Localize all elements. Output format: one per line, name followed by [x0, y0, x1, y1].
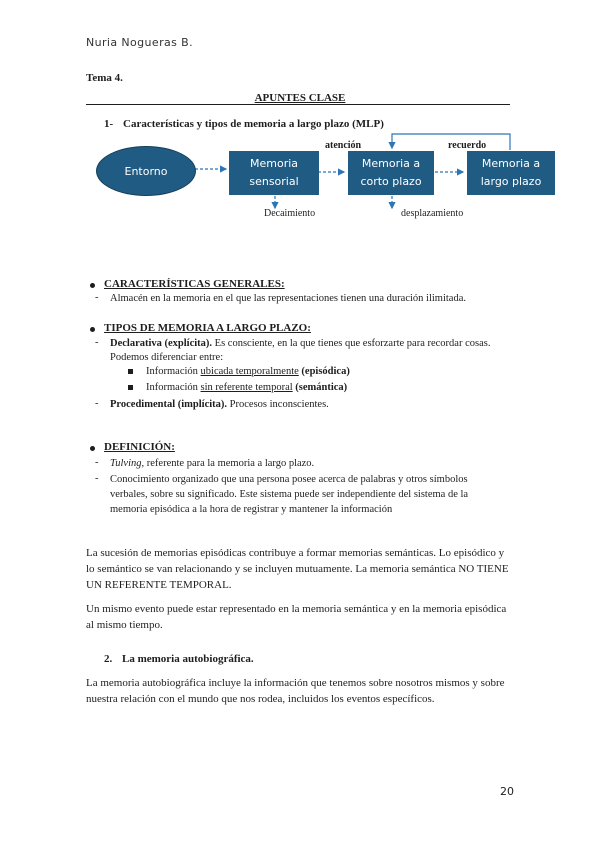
corto-label-2: corto plazo [360, 175, 422, 188]
generales-item: Almacén en la memoria en el que las representaciones tienen una duración ilimitada. [110, 293, 466, 304]
dash-marker: - [95, 457, 99, 468]
entorno-node [96, 146, 196, 196]
author-name: Nuria Nogueras B. [86, 36, 194, 49]
label-desplazamiento: desplazamiento [401, 208, 464, 219]
corto-plazo-node [348, 151, 434, 195]
section1-title: Características y tipos de memoria a largo plazo (MLP) [123, 118, 384, 130]
definicion-item2-line2: verbales, sobre su significado. Este sistema puede ser independiente del sistema de la [110, 489, 469, 500]
label-atencion: atención [325, 140, 362, 151]
section2-number: 2. [104, 653, 113, 665]
sub-item-episodica [146, 364, 350, 380]
square-bullet [128, 369, 133, 374]
label-recuerdo: recuerdo [448, 140, 487, 151]
bullet-dot [90, 446, 95, 451]
paragraph3-line1: La memoria autobiográfica incluye la información que tenemos sobre nosotros mismos y sobre [86, 677, 505, 689]
item1-text: , referente para la memoria a largo plazo. [141, 458, 315, 469]
square-bullet [128, 385, 133, 390]
paragraph1-line3: UN REFERENTE TEMPORAL. [86, 579, 232, 591]
declarativa-text: Es consciente, en la que tienes que esforzarte para recordar cosas. [212, 338, 491, 349]
dash-marker: - [95, 337, 99, 348]
dash-marker: - [95, 398, 99, 409]
paragraph1-line2: lo semántico se van relacionando y se incluyen mutuamente. La memoria semántica NO TIENE [86, 563, 509, 575]
bullet-dot [90, 283, 95, 288]
declarativa-line2: Podemos diferenciar entre: [110, 352, 224, 363]
memory-diagram [0, 0, 600, 240]
largo-plazo-node [467, 151, 555, 195]
definicion-item1 [110, 456, 314, 472]
definicion-item2-line1: Conocimiento organizado que una persona posee acerca de palabras y otros símbolos [110, 474, 468, 485]
section1-number: 1- [104, 118, 114, 130]
sub1-underlined: ubicada temporalmente [200, 366, 299, 377]
declarativa-bold: Declarativa (explícita). [110, 338, 213, 349]
sub1-bold: (episódica) [298, 366, 350, 377]
tema-heading: Tema 4. [86, 72, 123, 84]
bullet-dot [90, 327, 95, 332]
largo-label-1: Memoria a [481, 157, 541, 170]
paragraph2-line2: al mismo tiempo. [86, 619, 163, 631]
procedimental-line [110, 397, 329, 413]
section2-title: La memoria autobiográfica. [122, 653, 254, 665]
sensorial-label-2: sensorial [249, 175, 299, 188]
largo-label-2: largo plazo [480, 175, 542, 188]
procedimental-text: Procesos inconscientes. [227, 399, 329, 410]
sub-item-semantica [146, 380, 347, 396]
definicion-title: DEFINICIÓN: [104, 441, 175, 453]
sub2-underlined: sin referente temporal [200, 382, 293, 393]
definicion-item2-line3: memoria episódica a la hora de registrar y mantener la información [110, 504, 393, 515]
procedimental-bold: Procedimental (implícita). [110, 399, 228, 410]
sub2-pre: Información [146, 382, 201, 393]
page-title: APUNTES CLASE [254, 92, 346, 104]
sub1-pre: Información [146, 366, 201, 377]
sensorial-label-1: Memoria [249, 157, 299, 170]
tipos-title: TIPOS DE MEMORIA A LARGO PLAZO: [104, 322, 311, 334]
sub2-bold: (semántica) [292, 382, 348, 393]
label-decaimiento: Decaimiento [264, 208, 316, 219]
paragraph3-line2: nuestra relación con el mundo que nos rodea, incluidos los eventos específicos. [86, 693, 435, 705]
paragraph2-line1: Un mismo evento puede estar representado en la memoria semántica y en la memoria episódica [86, 603, 507, 615]
entorno-label: Entorno [124, 164, 168, 178]
page-number: 20 [500, 785, 514, 798]
dash-marker: - [95, 473, 99, 484]
tulving-italic: Tulving [110, 458, 142, 469]
corto-label-1: Memoria a [361, 157, 421, 170]
paragraph1-line1: La sucesión de memorias episódicas contribuye a formar memorias semánticas. Lo episódico y [86, 547, 505, 559]
generales-title: CARACTERÍSTICAS GENERALES: [104, 278, 285, 290]
sensorial-node [229, 151, 319, 195]
dash-marker: - [95, 292, 99, 303]
